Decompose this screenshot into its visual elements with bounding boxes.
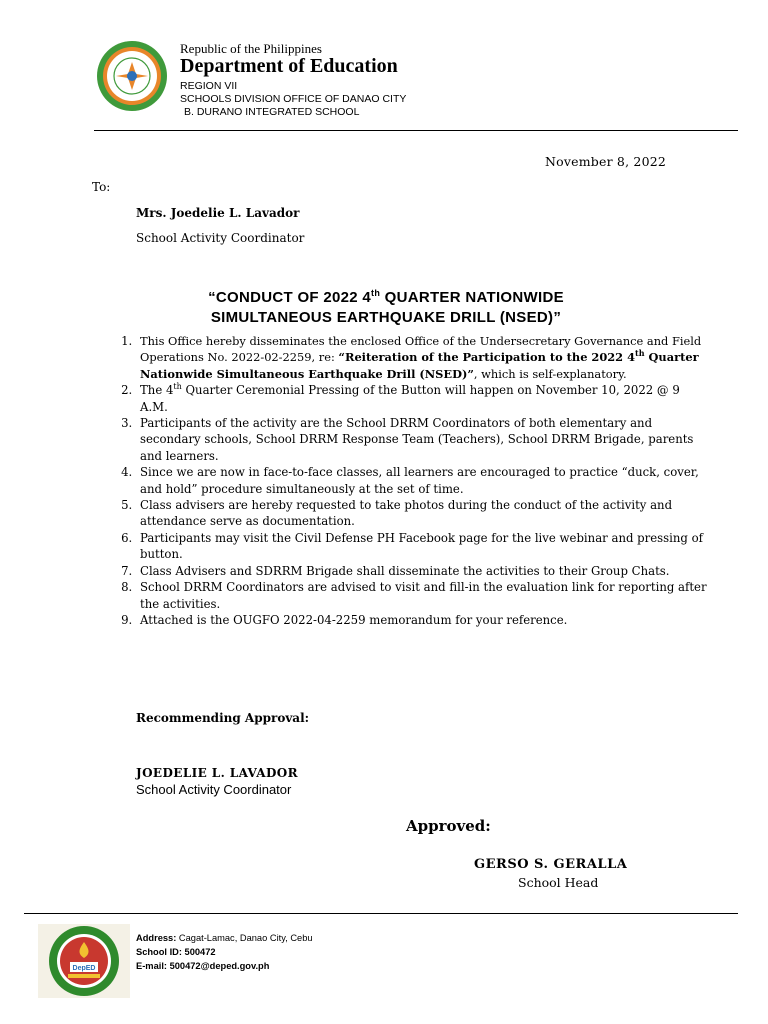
department-name: Department of Education: [180, 55, 398, 77]
recipient-position: School Activity Coordinator: [136, 231, 305, 245]
letter-date: November 8, 2022: [545, 154, 667, 169]
list-item: 1. This Office hereby disseminates the enclosed Office of the Undersecretary Governance and Field Operations No. 2022-02-2259, re: “Reiteration of the Participation to the 2022 4th Quarter Nationwide Simultaneous Earthquake Drill (NSED)”, which is self-explanatory.: [136, 333, 708, 382]
school-line: B. DURANO INTEGRATED SCHOOL: [184, 106, 360, 118]
list-item: 2. The 4th Quarter Ceremonial Pressing of the Button will happen on November 10, 2022 @ 9 A.M.: [136, 382, 708, 415]
header-address-block: [180, 80, 406, 119]
approver-position: School Head: [518, 875, 599, 890]
list-item: 4. Since we are now in face-to-face classes, all learners are encouraged to practice “duck, cover, and hold” procedure simultaneously at the set of time.: [136, 464, 708, 497]
address-label: Address:: [136, 933, 177, 943]
school-logo: [38, 924, 130, 998]
recommender-position: School Activity Coordinator: [136, 782, 292, 797]
memo-title: “CONDUCT OF 2022 4th QUARTER NATIONWIDE SIMULTANEOUS EARTHQUAKE DRILL (NSED)”: [208, 288, 564, 326]
list-item: 5. Class advisers are hereby requested to take photos during the conduct of the activity and attendance serve as documentation.: [136, 497, 708, 530]
footer-contact: [136, 931, 313, 973]
to-label: To:: [92, 180, 111, 194]
address-value: Cagat-Lamac, Danao City, Cebu: [176, 933, 313, 943]
recommender-name: JOEDELIE L. LAVADOR: [136, 766, 298, 780]
republic-line: Republic of the Philippines: [180, 41, 322, 56]
list-item: 6. Participants may visit the Civil Defense PH Facebook page for the live webinar and pressing of button.: [136, 530, 708, 563]
list-item: 8. School DRRM Coordinators are advised to visit and fill-in the evaluation link for reporting after the activities.: [136, 579, 708, 612]
deped-seal-logo: [96, 40, 168, 112]
region-line: REGION VII: [180, 80, 238, 92]
logo-center-text: DepED: [72, 965, 96, 972]
approver-name: GERSO S. GERALLA: [474, 857, 628, 872]
memo-items-list: [108, 333, 708, 628]
recommending-approval-label: Recommending Approval:: [136, 711, 310, 725]
recipient-name: Mrs. Joedelie L. Lavador: [136, 206, 300, 220]
header-divider: [94, 130, 738, 131]
division-line: SCHOOLS DIVISION OFFICE OF DANAO CITY: [180, 93, 407, 105]
footer-divider: [24, 913, 738, 914]
list-item: 7. Class Advisers and SDRRM Brigade shall disseminate the activities to their Group Chats.: [136, 563, 708, 579]
email: E-mail: 500472@deped.gov.ph: [136, 961, 270, 971]
list-item: 3. Participants of the activity are the School DRRM Coordinators of both elementary and secondary schools, School DRRM Response Team (Teachers), School DRRM Brigade, parents and learners.: [136, 415, 708, 464]
list-item: 9. Attached is the OUGFO 2022-04-2259 memorandum for your reference.: [136, 612, 708, 628]
school-id: School ID: 500472: [136, 947, 216, 957]
approved-label: Approved:: [406, 817, 491, 835]
